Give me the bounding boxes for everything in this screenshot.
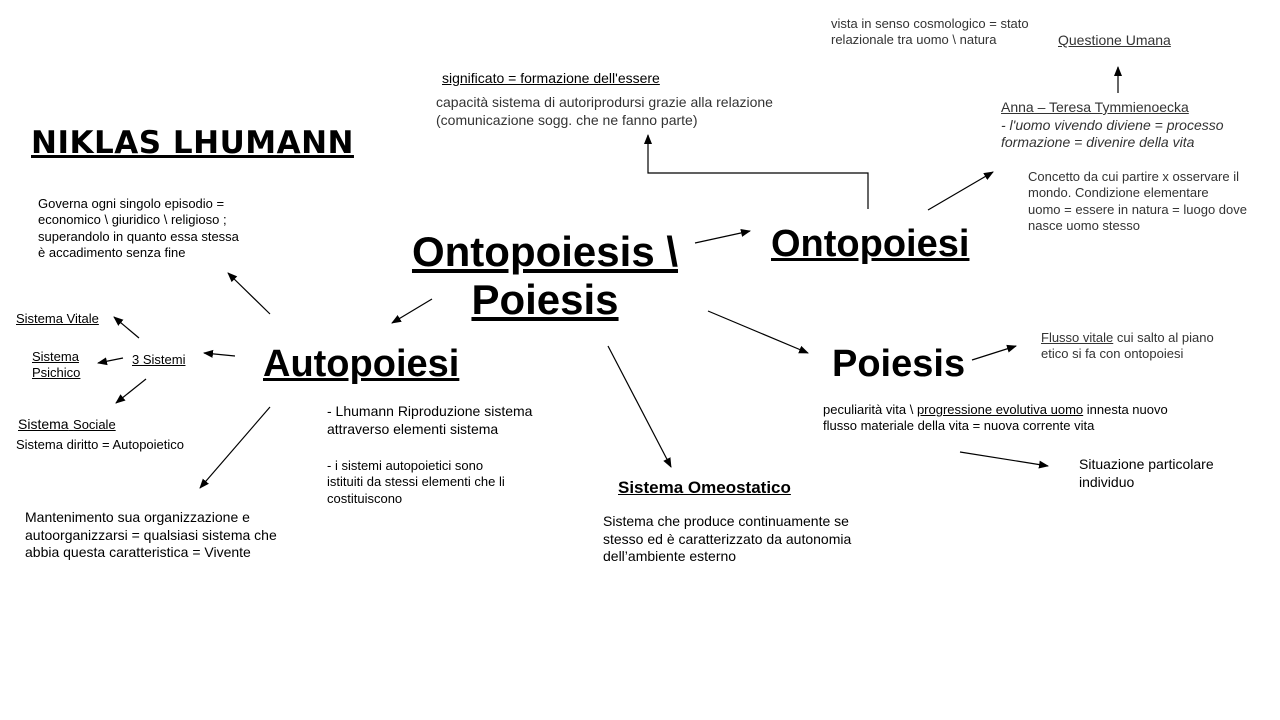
anna-name: Anna – Teresa Tymmienoecka xyxy=(1001,99,1189,115)
arrow-ontopoiesi-to-significato xyxy=(648,135,868,209)
sistema-diritto-note: Sistema diritto = Autopoietico xyxy=(16,437,185,452)
concetto-line-3: uomo = essere in natura = luogo dove xyxy=(1028,201,1247,217)
capacita-line-2: (comunicazione sogg. che ne fanno parte) xyxy=(436,111,698,128)
omeostatico-line-3: dell’ambiente esterno xyxy=(603,548,737,564)
arrow-center-to-poiesis xyxy=(708,311,808,353)
peculiarita-note xyxy=(823,402,1168,435)
mantenimento-line-1: Mantenimento sua organizzazione e xyxy=(25,509,250,525)
arrow-center-to-omeostatico xyxy=(608,346,671,467)
peculiarita-a: peculiarità vita \ xyxy=(823,402,917,417)
tre-sistemi-label: 3 Sistemi xyxy=(132,352,186,367)
capacita-line-1: capacità sistema di autoriprodursi grazie alla relazione xyxy=(436,94,773,110)
arrow-autopoiesi-to-governa xyxy=(228,273,270,314)
omeostatico-heading: Sistema Omeostatico xyxy=(618,478,791,497)
riproduzione-note xyxy=(327,403,532,438)
anna-line-1: - l'uomo vivendo diviene = processo xyxy=(1001,116,1224,133)
sistemi-line-1: - i sistemi autopoietici sono xyxy=(327,458,484,473)
psichico-line-2: Psichico xyxy=(32,365,81,381)
cosmo-note xyxy=(831,16,1029,49)
concetto-line-2: mondo. Condizione elementare xyxy=(1028,185,1209,201)
arrow-poiesis-to-flusso xyxy=(972,346,1016,360)
concetto-note xyxy=(1028,169,1247,234)
anna-note xyxy=(1001,99,1224,152)
cosmo-line-2: relazionale tra uomo \ natura xyxy=(831,32,997,48)
center-line-1: Ontopoiesis \ xyxy=(411,228,679,275)
sistemi-autopoietici-note xyxy=(327,458,505,507)
poiesis-heading: Poiesis xyxy=(832,343,966,385)
arrow-autopoiesi-to-mantenimento xyxy=(200,407,270,488)
autopoiesi-heading: Autopoiesi xyxy=(263,343,460,385)
riproduzione-line-1: - Lhumann Riproduzione sistema xyxy=(327,403,533,419)
psichico-line-1: Sistema xyxy=(32,349,79,364)
center-line-2: Poiesis xyxy=(471,276,619,324)
concetto-line-1: Concetto da cui partire x osservare il xyxy=(1028,169,1239,184)
governa-line-4: è accadimento senza fine xyxy=(38,244,186,260)
governa-note xyxy=(38,196,239,261)
omeostatico-desc xyxy=(603,513,851,566)
governa-line-1: Governa ogni singolo episodio = xyxy=(38,196,225,211)
omeostatico-line-2: stesso ed è caratterizzato da autonomia xyxy=(603,530,852,547)
significato-note: significato = formazione dell'essere xyxy=(442,70,660,86)
situazione-line-2: individuo xyxy=(1079,473,1135,490)
capacita-note xyxy=(436,94,773,129)
situazione-note xyxy=(1079,456,1214,491)
arrow-center-to-ontopoiesi xyxy=(695,231,750,243)
flusso-rest: cui salto al piano xyxy=(1113,330,1214,345)
mantenimento-line-3: abbia questa caratteristica = Vivente xyxy=(25,544,251,560)
riproduzione-line-2: attraverso elementi sistema xyxy=(327,420,499,437)
sistemi-line-2: istituiti da stessi elementi che li xyxy=(327,474,505,490)
mantenimento-note xyxy=(25,509,277,562)
sociale-word-1: Sistema xyxy=(18,416,69,432)
sistemi-line-3: costituiscono xyxy=(327,490,403,506)
sociale-word-2: Sociale xyxy=(73,417,116,432)
omeostatico-line-1: Sistema che produce continuamente se xyxy=(603,513,849,529)
peculiarita-b: innesta nuovo xyxy=(1083,402,1168,417)
flusso-line-2: etico si fa con ontopoiesi xyxy=(1041,346,1184,362)
flusso-note xyxy=(1041,330,1214,363)
peculiarita-line-2: flusso materiale della vita = nuova corrente vita xyxy=(823,418,1095,434)
center-node xyxy=(400,228,690,325)
page-title: NIKLAS LHUMANN xyxy=(31,125,354,161)
arrow-tre-to-psichico xyxy=(98,358,123,363)
situazione-line-1: Situazione particolare xyxy=(1079,456,1214,472)
arrow-ontopoiesi-to-anna xyxy=(928,172,993,210)
mantenimento-line-2: autoorganizzarsi = qualsiasi sistema che xyxy=(25,526,277,543)
governa-line-3: superandolo in quanto essa stessa xyxy=(38,228,239,244)
cosmo-line-1: vista in senso cosmologico = stato xyxy=(831,16,1029,31)
arrow-poiesis-to-situazione xyxy=(960,452,1048,466)
questione-umana: Questione Umana xyxy=(1058,32,1171,48)
arrow-tre-to-vitale xyxy=(114,317,139,338)
anna-line-2: formazione = divenire della vita xyxy=(1001,134,1195,150)
sistema-vitale-label: Sistema Vitale xyxy=(16,311,99,326)
arrow-tre-to-sociale xyxy=(116,379,146,403)
governa-line-2: economico \ giuridico \ religioso ; xyxy=(38,212,227,228)
peculiarita-line-1 xyxy=(823,402,1168,418)
sistema-sociale-label xyxy=(18,415,116,435)
sistema-psichico-label xyxy=(32,349,80,382)
peculiarita-u: progressione evolutiva uomo xyxy=(916,402,1084,417)
flusso-line-1 xyxy=(1041,330,1214,346)
arrow-autopoiesi-to-tre-sistemi xyxy=(204,353,235,356)
flusso-vitale-term: Flusso vitale xyxy=(1041,330,1114,345)
concetto-line-4: nasce uomo stesso xyxy=(1028,217,1141,233)
ontopoiesi-heading: Ontopoiesi xyxy=(771,223,970,265)
